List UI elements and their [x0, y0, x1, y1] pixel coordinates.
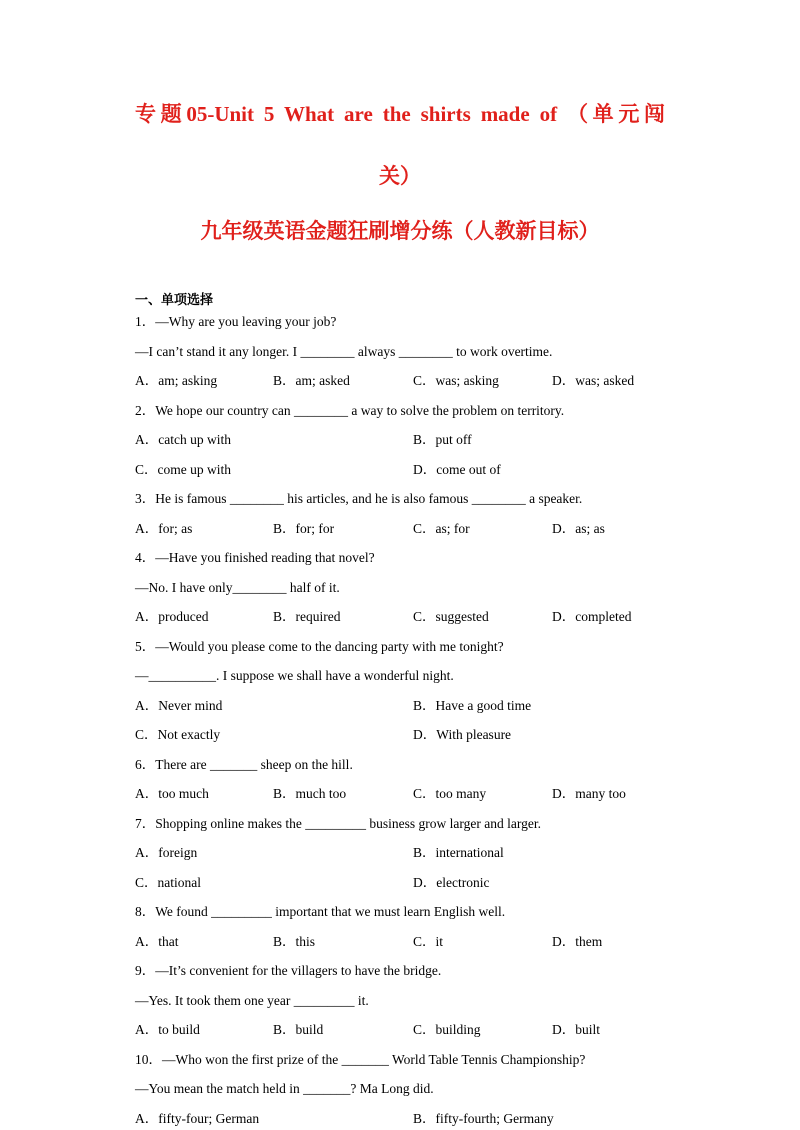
answer-option-c: C．come up with [135, 461, 231, 477]
question-stem: 9．—It’s convenient for the villagers to have the bridge. [135, 963, 442, 978]
answer-option-d: D．built [552, 1022, 601, 1037]
answer-option-c: C．suggested [413, 609, 489, 624]
question-stem: 3．He is famous ________ his articles, and he is also famous ________ a speaker. [135, 491, 583, 506]
answer-option-d: D．electronic [413, 874, 490, 890]
answer-option-c: C．Not exactly [135, 727, 221, 742]
answer-option-c: C．national [135, 874, 201, 890]
answer-option-a: A．am; asking [135, 373, 218, 388]
answer-option-a: A．catch up with [135, 432, 231, 447]
answer-option-b: B．much too [273, 786, 347, 801]
answer-option-c: C．building [413, 1022, 481, 1037]
answer-option-d: D．was; asked [552, 373, 635, 388]
answer-option-d: D．many too [552, 786, 626, 801]
answer-option-d: D．them [552, 933, 603, 949]
answer-option-b: B．put off [413, 432, 472, 447]
answer-option-b: B．international [413, 845, 504, 860]
question-stem: 7．Shopping online makes the _________ business grow larger and larger. [135, 815, 541, 831]
question-stem: 5．—Would you please come to the dancing party with me tonight? [135, 638, 504, 654]
answer-option-c: C．too many [413, 786, 487, 801]
answer-option-c: C．was; asking [413, 373, 499, 388]
question-stem: 1．—Why are you leaving your job? [135, 314, 337, 329]
question-stem: 10．—Who won the first prize of the _______ World Table Tennis Championship? [135, 1051, 586, 1067]
document-title-line-2: 关） [379, 164, 421, 188]
answer-option-b: B．Have a good time [413, 697, 532, 713]
answer-option-a: A．foreign [135, 845, 198, 860]
answer-option-b: B．am; asked [273, 373, 350, 388]
question-response-line: —I can’t stand it any longer. I ________ always ________ to work overtime. [135, 343, 553, 359]
answer-option-d: D．With pleasure [413, 727, 512, 742]
answer-option-c: C．as; for [413, 520, 470, 536]
answer-option-b: B．build [273, 1022, 324, 1037]
document-subtitle: 九年级英语金题狂刷增分练（人教新目标） [200, 219, 600, 243]
section-heading: 一、单项选择 [135, 293, 214, 308]
document-title-line-1: 专题05-Unit 5 What are the shirts made of （单元闯 [135, 102, 665, 126]
answer-option-a: A．Never mind [135, 697, 223, 713]
answer-option-a: A．that [135, 933, 179, 949]
answer-option-d: D．come out of [413, 461, 501, 477]
answer-option-b: B．this [273, 933, 316, 949]
question-stem: 8．We found _________ important that we must learn English well. [135, 904, 506, 919]
question-response-line: —__________. I suppose we shall have a wonderful night. [135, 668, 454, 683]
answer-option-d: D．completed [552, 609, 632, 624]
answer-option-d: D．as; as [552, 520, 605, 536]
question-response-line: —No. I have only________ half of it. [135, 579, 340, 595]
answer-option-a: A．for; as [135, 520, 193, 536]
question-response-line: —You mean the match held in _______? Ma Long did. [135, 1081, 434, 1096]
answer-option-b: B．required [273, 609, 341, 624]
answer-option-c: C．it [413, 933, 444, 949]
answer-option-a: A．too much [135, 786, 209, 801]
answer-option-b: B．fifty-fourth; Germany [413, 1110, 554, 1126]
question-stem: 6．There are _______ sheep on the hill. [135, 756, 353, 772]
answer-option-a: A．to build [135, 1022, 200, 1037]
answer-option-b: B．for; for [273, 520, 335, 536]
answer-option-a: A．fifty-four; German [135, 1110, 260, 1126]
question-stem: 2．We hope our country can ________ a way to solve the problem on territory. [135, 402, 565, 418]
answer-option-a: A．produced [135, 609, 209, 624]
question-response-line: —Yes. It took them one year _________ it. [135, 992, 369, 1008]
question-stem: 4．—Have you finished reading that novel? [135, 550, 375, 565]
